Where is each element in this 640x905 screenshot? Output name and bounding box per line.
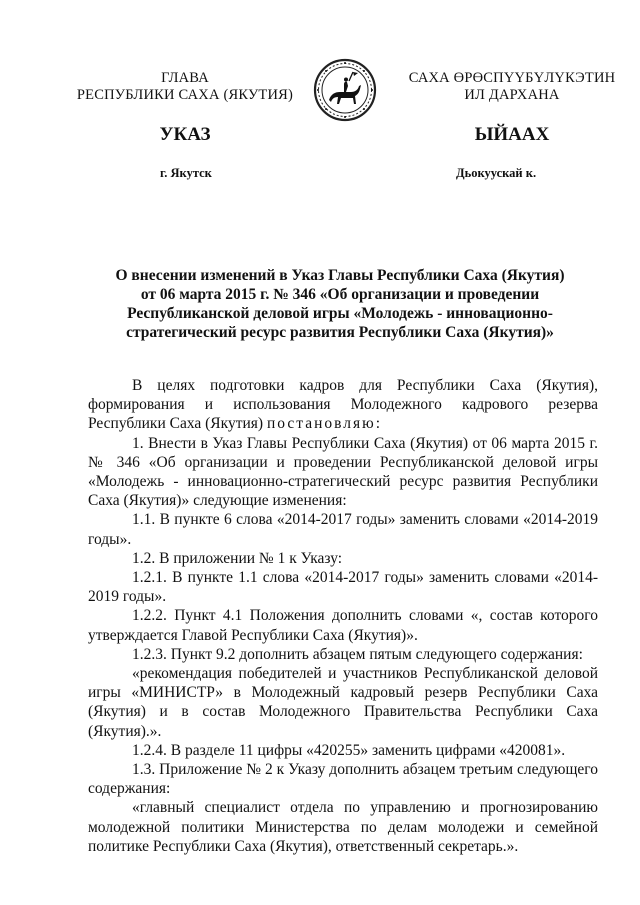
header-left	[70, 70, 300, 104]
document-body	[88, 376, 598, 856]
title-line: от 06 марта 2015 г. № 346 «Об организации и проведении	[140, 286, 540, 303]
document-title	[80, 266, 600, 342]
title-line: О внесении изменений в Указ Главы Республики Саха (Якутия)	[115, 267, 565, 284]
header-left-line1: ГЛАВА	[161, 70, 209, 86]
header-right-line2: ИЛ ДАРХАНА	[464, 87, 560, 103]
paragraph-1: 1. Внести в Указ Главы Республики Саха (Якутия) от 06 марта 2015 г. № 346 «Об организации и проведении Республиканской деловой игры «Молодежь - инновационно-стратегический ресурс развития Республики Саха (Якутия)» следующие изменения:	[88, 434, 598, 510]
doc-kind-left: УКАЗ	[159, 124, 211, 145]
paragraph-quote-2: «главный специалист отдела по управлению и прогнозированию молодежной политики Министерства по делам молодежи и семейной политике Республики Саха (Якутия), ответственный секретарь.».	[88, 799, 598, 855]
header-right-line1: САХА ӨРӨСПҮҮБҮЛҮКЭТИН	[408, 70, 616, 86]
title-line: Республиканской деловой игры «Молодежь - инновационно-	[127, 305, 553, 322]
header-right	[392, 70, 632, 104]
title-line: стратегический ресурс развития Республики Саха (Якутия)»	[126, 324, 554, 341]
paragraph-1-2-2: 1.2.2. Пункт 4.1 Положения дополнить словами «, состав которого утверждается Главой Республики Саха (Якутия)».	[88, 607, 598, 644]
paragraph-1-2: 1.2. В приложении № 1 к Указу:	[132, 549, 343, 567]
place-right: Дьокуускай к.	[456, 166, 537, 180]
doc-kind-right: ЫЙААХ	[474, 124, 550, 145]
paragraph-1-2-1: 1.2.1. В пункте 1.1 слова «2014-2017 годы» заменить словами «2014- 2019 годы».	[88, 569, 598, 606]
paragraph-1-1: 1.1. В пункте 6 слова «2014-2017 годы» заменить словами «2014-2019 годы».	[88, 511, 598, 548]
place-left: г. Якутск	[160, 166, 212, 180]
preamble-text: В целях подготовки кадров для Республики Саха (Якутия), формирования и использования Молодежного кадрового резерва Республики Саха (Якутия)	[88, 377, 598, 433]
sakha-republic-coat-of-arms-icon	[313, 58, 377, 122]
paragraph-1-3: 1.3. Приложение № 2 к Указу дополнить абзацем третьим следующего содержания:	[88, 761, 598, 798]
paragraph-quote-1: «рекомендация победителей и участников Республиканской деловой игры «МИНИСТР» в Молодежный кадровый резерв Республики Саха (Якутия) и в состав Молодежного Правительства Республики Саха (Якутия).».	[88, 665, 598, 740]
paragraph-1-2-4: 1.2.4. В разделе 11 цифры «420255» заменить цифрами «420081».	[132, 741, 566, 759]
paragraph-preamble	[88, 376, 598, 434]
paragraph-1-2-3: 1.2.3. Пункт 9.2 дополнить абзацем пятым следующего содержания:	[132, 645, 583, 663]
resolve-word: постановляю:	[266, 415, 383, 433]
header-left-line2: РЕСПУБЛИКИ САХА (ЯКУТИЯ)	[76, 87, 294, 103]
